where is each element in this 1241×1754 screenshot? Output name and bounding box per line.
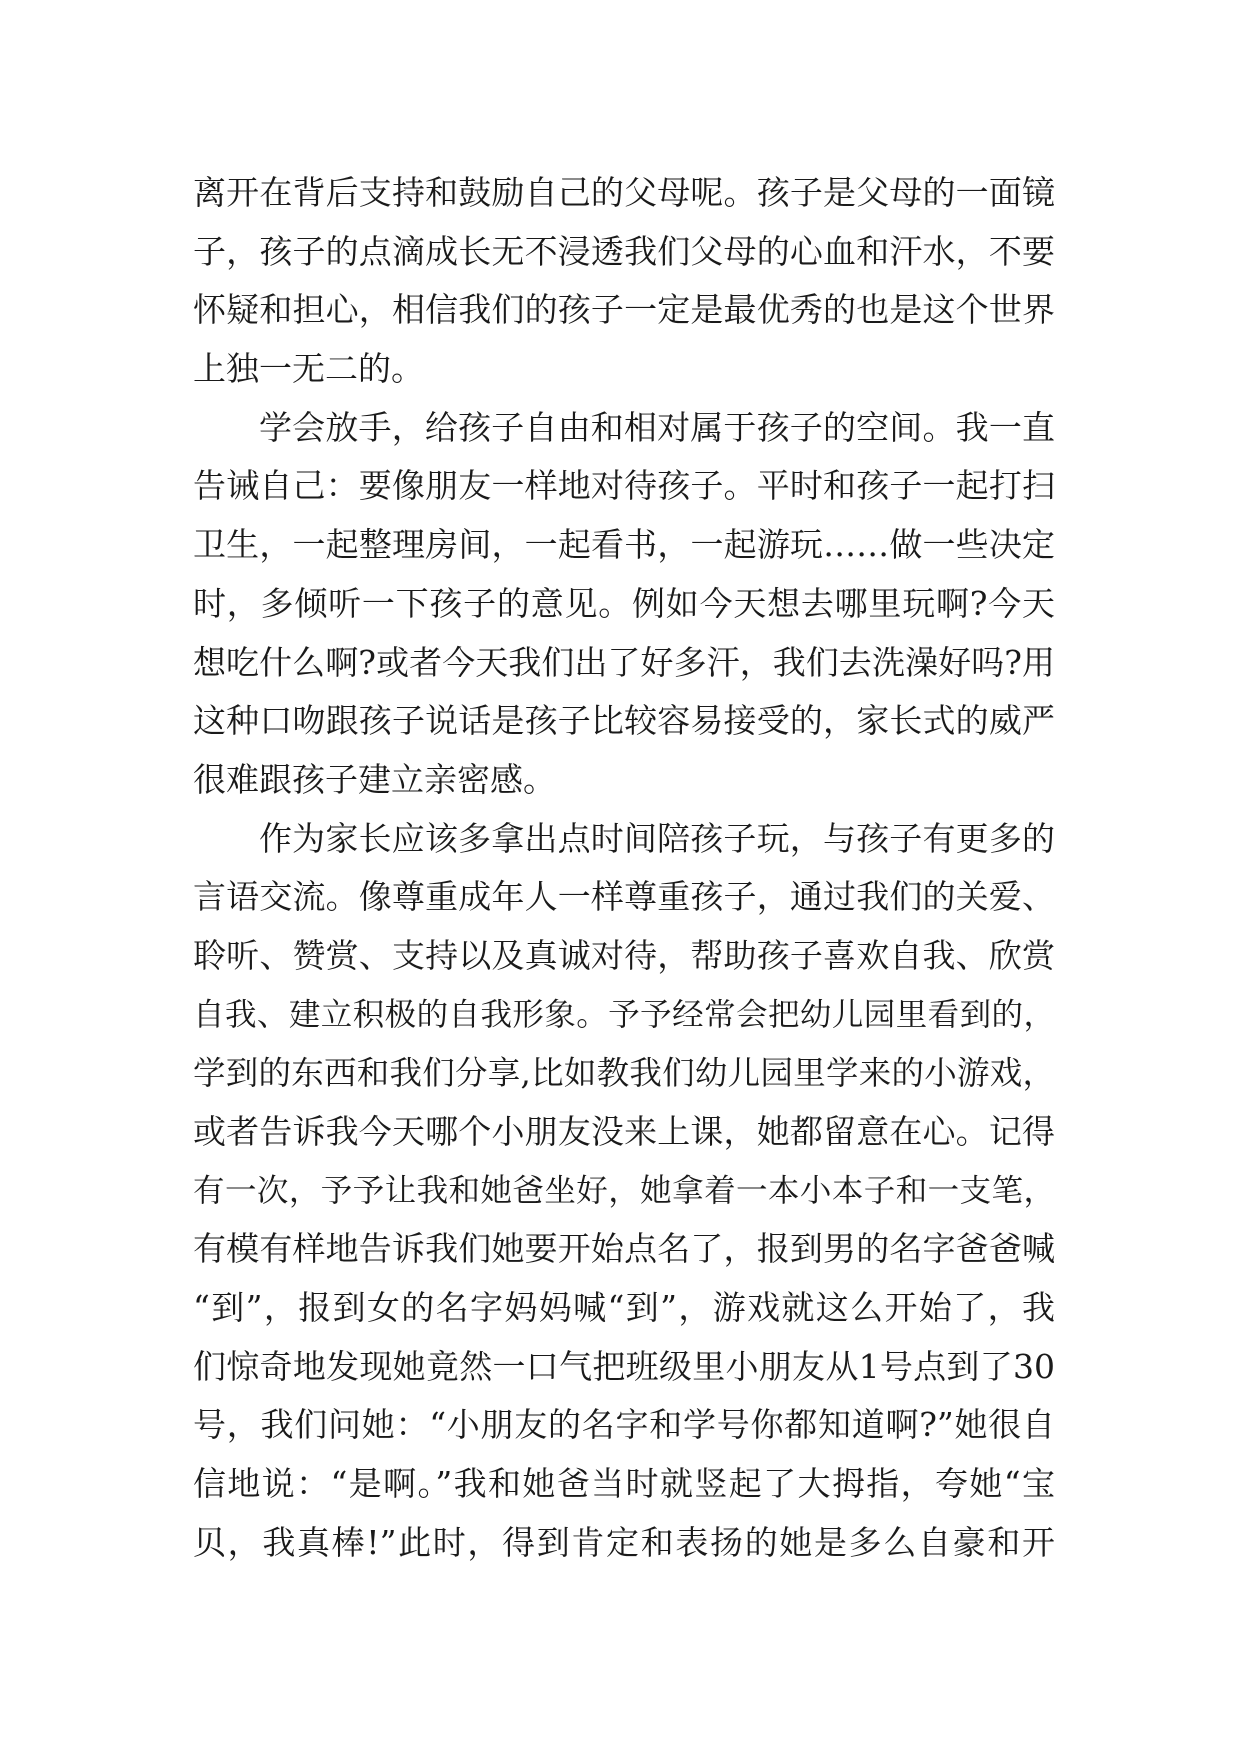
text-line: 贝，我真棒!”此时，得到肯定和表扬的她是多么自豪和开 [193, 1522, 1055, 1562]
text-line: 们惊奇地发现她竟然一口气把班级里小朋友从1号点到了30 [193, 1346, 1055, 1386]
text-line: 聆听、赞赏、支持以及真诚对待，帮助孩子喜欢自我、欣赏 [193, 935, 1055, 975]
text-line: 号，我们问她：“小朋友的名字和学号你都知道啊?”她很自 [193, 1405, 1055, 1445]
text-line: 有模有样地告诉我们她要开始点名了，报到男的名字爸爸喊 [193, 1229, 1055, 1269]
text-line: 卫生，一起整理房间，一起看书，一起游玩……做一些决定 [193, 525, 1055, 565]
text-line: 有一次，予予让我和她爸坐好，她拿着一本小本子和一支笔， [193, 1172, 1055, 1209]
text-line: 作为家长应该多拿出点时间陪孩子玩，与孩子有更多的 [259, 818, 1055, 858]
text-line: 很难跟孩子建立亲密感。 [193, 759, 556, 799]
text-line: 这种口吻跟孩子说话是孩子比较容易接受的，家长式的威严 [193, 701, 1055, 741]
text-line: 自我、建立积极的自我形象。予予经常会把幼儿园里看到的， [193, 996, 1055, 1033]
text-line: 言语交流。像尊重成年人一样尊重孩子，通过我们的关爱、 [193, 877, 1055, 917]
text-line: 想吃什么啊?或者今天我们出了好多汗，我们去洗澡好吗?用 [193, 642, 1055, 682]
text-line: 学到的东西和我们分享,比如教我们幼儿园里学来的小游戏， [193, 1054, 1055, 1093]
body-text [193, 164, 1055, 1573]
text-line: 时，多倾听一下孩子的意见。例如今天想去哪里玩啊?今天 [193, 583, 1055, 623]
text-line: 信地说：“是啊。”我和她爸当时就竖起了大拇指，夸她“宝 [193, 1464, 1055, 1504]
text-line: 告诫自己：要像朋友一样地对待孩子。平时和孩子一起打扫 [193, 466, 1055, 506]
text-line: 或者告诉我今天哪个小朋友没来上课，她都留意在心。记得 [193, 1112, 1055, 1151]
text-line: 上独一无二的。 [193, 349, 424, 389]
text-line: 子，孩子的点滴成长无不浸透我们父母的心血和汗水，不要 [193, 231, 1055, 271]
text-line: 学会放手，给孩子自由和相对属于孩子的空间。我一直 [259, 407, 1055, 447]
text-line: 离开在背后支持和鼓励自己的父母呢。孩子是父母的一面镜 [193, 173, 1055, 212]
text-line: 怀疑和担心，相信我们的孩子一定是最优秀的也是这个世界 [193, 290, 1055, 330]
text-line: “到”，报到女的名字妈妈喊“到”，游戏就这么开始了，我 [193, 1288, 1055, 1328]
